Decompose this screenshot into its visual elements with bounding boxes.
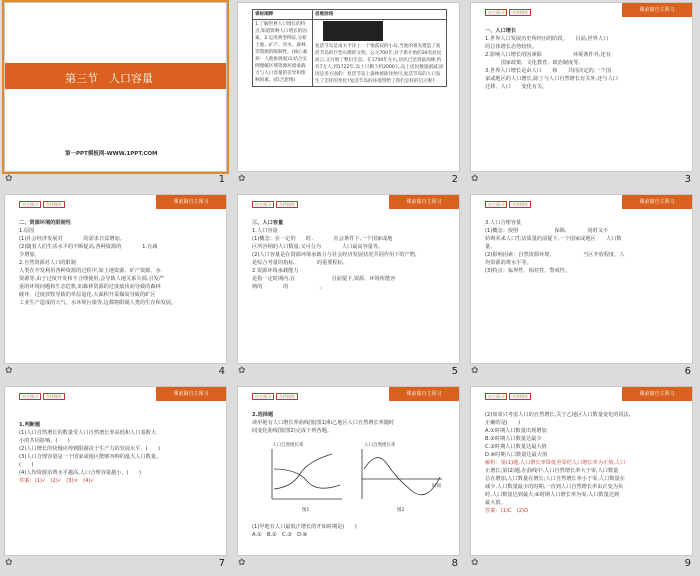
text-line: 1.世界人口发展历史所经历的阶段。 目前,世界人口: [485, 36, 609, 42]
slide-body-text: [19, 421, 217, 485]
analysis-line: 解析：第(1)题,人口增长率降低至零但人口增长率为正值,人口: [485, 460, 626, 466]
growth-rate-figures: [252, 439, 452, 519]
text-line: 析土地、矿产、淡: [255, 36, 307, 48]
text-line: 均资源消费水平等。: [485, 260, 532, 266]
tab-self-study: 自主预习: [485, 201, 507, 208]
slide-foot-3: [470, 174, 693, 188]
text-line: 人类在开发利用各种资源的过程中,如土地资源、矿产资源、水: [19, 268, 161, 274]
text-line: 家或地区的人口增长,除了与人口自然增长有关外,还与人口: [485, 76, 618, 82]
slide-foot-9: [470, 558, 693, 572]
section-banner: 课前篇自主预习: [156, 195, 226, 209]
text-line: 复活节岛的人口发生了怎样的变化?复活: [315, 72, 441, 84]
slide-number: 6: [684, 366, 691, 377]
text-line: (3)人口合理容量是一个国家或地区能够容纳的最大人口数量。: [19, 454, 162, 460]
analysis-line: 最大值。: [485, 500, 506, 506]
text-line: 名居民而言,又开始了繁衍生息。在: [315, 51, 442, 63]
tab-cooperative: 合作探究: [43, 393, 65, 400]
text-line: 有7万人,到1722年,岛上只剩下约: [315, 65, 384, 70]
slide-footer-text: 第一PPT模板网-WWW.1PPT.COM: [65, 151, 158, 157]
text-line: 2000人,岛上居民数量剧减,原因是: [315, 65, 444, 77]
question-block: [252, 523, 450, 539]
text-line: 小的共同影响。( ): [19, 438, 70, 444]
slide-thumb-1[interactable]: [0, 0, 233, 192]
animation-marker-icon: ✿: [238, 558, 246, 568]
tab-cooperative: 合作探究: [509, 9, 531, 16]
text-line: 多方面的：复活节岛上森林被砍伐殆尽,: [324, 72, 404, 77]
animation-marker-icon: ✿: [238, 366, 246, 376]
section-banner: 课前篇自主预习: [389, 387, 459, 401]
fig1-label: 图1: [302, 508, 310, 513]
table-header-left: 课标阐释: [253, 10, 313, 20]
text-line: 与人口容量的差异: [259, 71, 297, 76]
animation-marker-icon: ✿: [5, 558, 13, 568]
text-line: 间变化曲线图(图2)完成下列各题。: [252, 428, 332, 434]
slide-thumb-9[interactable]: [466, 384, 699, 576]
slide-number: 2: [451, 174, 458, 185]
text-line: 1.判断题: [19, 422, 41, 428]
tab-self-study: 自主预习: [19, 393, 41, 400]
fig1-curve: [274, 454, 332, 489]
text-line: 量。: [485, 244, 496, 250]
slide-body-text: [485, 219, 683, 275]
text-line: 少增加。: [19, 252, 40, 258]
text-line: 工业生产造成的大气、水环境污染等,这都将限制人类的生存和发展。: [19, 300, 177, 306]
slide-number: 4: [218, 366, 225, 377]
analysis-line: 时,人口数量达到最大;④时期人口增长率为零,人口数量达到: [485, 492, 620, 498]
slide-foot-5: [237, 366, 460, 380]
text-line: 3.人口合理容量: [485, 220, 522, 226]
section-banner: 课前篇自主预习: [622, 387, 692, 401]
objectives-table: [252, 9, 447, 87]
text-line: 破坏、过度放牧导致的草原退化,大面积开采煤炭导致的矿区: [19, 292, 156, 298]
text-line: (3)特点：临界性、相对性、警戒性。: [485, 268, 571, 274]
text-line: (1)概念：按照 保障, 同时又不: [485, 228, 609, 234]
text-line: 重的环境问题和生态危机,如森林资源的过度砍伐而导致的森林: [19, 284, 161, 290]
text-line: 养：人地协调观): [255, 57, 289, 62]
text-line: (1)社会经济发展对 的需求日益增加。: [19, 236, 125, 242]
slide-thumb-6[interactable]: [466, 192, 699, 384]
text-line: C.③时期人口数量达最大值: [485, 444, 547, 450]
text-line: 思维): [284, 78, 296, 83]
slide-number: 3: [684, 174, 691, 185]
tab-cooperative: 合作探究: [276, 201, 298, 208]
slide-foot-4: [4, 366, 227, 380]
section-banner: 课前篇自主预习: [389, 195, 459, 209]
animation-marker-icon: ✿: [471, 366, 479, 376]
text-line: 域资源环境承载力: [255, 64, 306, 76]
animation-marker-icon: ✿: [5, 366, 13, 376]
text-line: 迁移、人口 变化有关。: [485, 84, 548, 90]
objectives-cell: [253, 20, 313, 87]
text-line: 读甲地有人口增长率曲线图(图1)和乙地区人口自然增长率随时: [252, 420, 395, 426]
slide-3-canvas[interactable]: [470, 2, 693, 172]
section-banner: 课前篇自主预习: [622, 195, 692, 209]
slide-number: 5: [451, 366, 458, 377]
text-line: (2)人口增长的快慢应得到限制决于生产力的发展水平。( ): [19, 446, 161, 452]
slide-2-canvas[interactable]: [237, 2, 460, 172]
slide-body-text: [252, 411, 450, 435]
tab-self-study: 自主预习: [485, 9, 507, 16]
text-line: 人口增长的因素。: [255, 29, 308, 41]
slide-number: 8: [451, 558, 458, 569]
animation-marker-icon: ✿: [238, 174, 246, 184]
text-line: 二、资源环境的限制性: [19, 220, 71, 226]
tab-cooperative: 合作探究: [276, 393, 298, 400]
fig1-title: 人口自然增长率: [272, 443, 304, 448]
tab-cooperative: 合作探究: [509, 201, 531, 208]
text-line: 一、人口增长: [485, 28, 517, 34]
slide-thumb-2[interactable]: [233, 0, 466, 192]
text-line: 长的特点,知道影响: [255, 22, 306, 34]
text-line: 2.资源环境承载能力: [252, 268, 299, 274]
answer-line: 答案：(1)√ (2)√ (3)× (4)√: [19, 478, 94, 484]
slide-foot-8: [237, 558, 460, 572]
animation-marker-icon: ✿: [5, 174, 13, 184]
text-line: B.②时期人口数量达最少: [485, 436, 542, 442]
tab-self-study: 自主预习: [19, 201, 41, 208]
fig2-title: 人口自然增长率: [364, 443, 396, 448]
text-line: A.①时期人口数量出现增加: [485, 428, 547, 434]
text-line: 的文明。公元700年,对于新开始的30: [351, 51, 428, 56]
text-line: 1.了解世界人口增: [255, 22, 292, 27]
slide-5-canvas[interactable]: [237, 194, 460, 364]
answer-line: 答案：(1)C (2)D: [485, 508, 529, 514]
slide-number: 1: [218, 174, 225, 185]
text-line: (2)如果只考虑人口的自然增长,关于乙地区人口数量变化的说法,: [485, 412, 631, 418]
text-line: D.④时期人口数量达最大值: [485, 452, 548, 458]
text-line: 水、森林等资源的: [255, 43, 306, 55]
slide-foot-1: [4, 174, 227, 188]
slide-body-text: [252, 219, 450, 291]
text-line: 3.世界人口增长是由人口 和 共同决定的,一个国: [485, 68, 611, 74]
easter-island-image: [323, 21, 383, 41]
text-line: 正确的是( ): [485, 420, 521, 426]
text-line: 1.人口容量: [252, 228, 278, 234]
slide-foot-2: [237, 174, 460, 188]
text-line: (2)人口容量是在资源环境承载力与社会经济发展状况共同作用下的产物,: [252, 252, 417, 258]
fig1-curve-2: [274, 469, 340, 488]
tab-self-study: 自主预习: [485, 393, 507, 400]
text-line: 1700年左右,居民已达到最高峰,约: [371, 58, 442, 63]
text-line: 节岛的环境带给了我们怎样的启示呢?: [358, 79, 435, 84]
slide-thumb-3[interactable]: [466, 0, 699, 192]
fig2-label: 图2: [397, 508, 405, 513]
text-line: 是指一定时期内,在 引前提下,资源、环境所能容: [252, 276, 396, 282]
tab-cooperative: 合作探究: [43, 201, 65, 208]
slide-body-text: [485, 411, 683, 515]
text-line: 三、人口容量: [252, 220, 284, 226]
text-line: 2.选择题: [252, 412, 274, 418]
slide-number: 7: [218, 558, 225, 569]
question-options: A.① B.② C.③ D.④: [252, 532, 308, 538]
table-header-right: 思维脉络: [313, 10, 447, 20]
text-line: 复活节岛是南太平洋上一个很孤寂的小: [315, 44, 394, 49]
slide-7-canvas[interactable]: [4, 386, 227, 556]
text-line: 的总体增长态势较快。: [485, 44, 537, 50]
text-line: 区所容纳的人口数量,又可分为 人口最高容量等。: [252, 244, 384, 250]
text-line: 2.影响人口增长的因素除 环境条件外,还有: [485, 52, 611, 58]
section-banner: 课前篇自主预习: [622, 3, 692, 17]
slide-thumb-7[interactable]: [0, 384, 233, 576]
slide-title: 第三节 人口容量: [65, 72, 153, 85]
text-line: (2)影响因素：自然资源环境、 当区开放程度、人: [485, 252, 625, 258]
tab-self-study: 自主预习: [252, 201, 274, 208]
text-line: 和影响因素。(综合: [255, 71, 306, 83]
text-line: 1.原因: [19, 228, 35, 234]
slide-6-canvas[interactable]: [470, 194, 693, 364]
text-line: (1)人口自然增长的数量受人口自然增长率高低和人口基数大: [19, 430, 157, 436]
text-line: 妨碍未来人口生活质量的前提下,一个国家或地区 人口数: [485, 236, 622, 242]
analysis-line: 总在增加,人口数量在增长;人口自然增长率小于零,人口数量在: [485, 476, 625, 482]
text-line: (1)概念：在一定的 时, 社会条件下,一个国家或地: [252, 236, 393, 242]
slide-body-text: [19, 219, 217, 307]
slide-8-canvas[interactable]: [237, 386, 460, 556]
text-line: 国家政策、文化教育、政治制度等。: [485, 60, 584, 66]
animation-marker-icon: ✿: [471, 558, 479, 568]
text-line: 岛,当地的祖先建造了复活节岛的巨型石像: [315, 44, 441, 56]
slide-foot-7: [4, 558, 227, 572]
tab-self-study: 自主预习: [252, 393, 274, 400]
text-line: (4)人均资源消费水平越高,人口合理容量越小。( ): [19, 470, 141, 476]
slide-foot-6: [470, 366, 693, 380]
slide-thumb-5[interactable]: [233, 192, 466, 384]
slide-body-text: [485, 27, 683, 91]
slide-4-canvas[interactable]: [4, 194, 227, 364]
fig2-curve: [364, 458, 440, 495]
text-line: 是综合考量的指标。 的重要程标。: [252, 260, 348, 266]
slide-thumb-8[interactable]: [233, 384, 466, 576]
text-line: 2.自然资源对人口的限制: [19, 260, 76, 266]
question-text: (1)甲地有人口最低正增长的开始时期是( ): [252, 524, 357, 530]
text-line: ( ): [19, 462, 34, 468]
slide-page-marker: ◦: [219, 163, 222, 168]
time-label: 时间: [432, 484, 441, 489]
slide-thumb-4[interactable]: [0, 192, 233, 384]
tab-cooperative: 合作探究: [509, 393, 531, 400]
analysis-line: 减少,人口数量最少的时期,一直到人口自然增长率由正变为负: [485, 484, 624, 490]
text-line: 2.运用典型例证,分: [264, 36, 303, 41]
text-line: 3.结合实例理解区: [255, 57, 308, 69]
text-line: 纳的 的 。: [252, 284, 325, 290]
text-line: 限制性。(核心素: [273, 50, 308, 55]
slide-1-canvas[interactable]: [4, 2, 227, 172]
slide-9-canvas[interactable]: [470, 386, 693, 556]
text-line: 资源等,由于过度开发和不合理使用,会导致人地关系失调,引发严: [19, 276, 165, 282]
context-cell: [313, 20, 447, 87]
section-banner: 课前篇自主预习: [156, 387, 226, 401]
analysis-line: 正增长;第(2)题,在曲线中,人口自然增长率大于零,人口数量: [485, 468, 619, 474]
animation-marker-icon: ✿: [471, 174, 479, 184]
slide-number: 9: [684, 558, 691, 569]
text-line: (2)随着人们生活水平的不断提高,各种资源的 1.在减: [19, 244, 158, 250]
